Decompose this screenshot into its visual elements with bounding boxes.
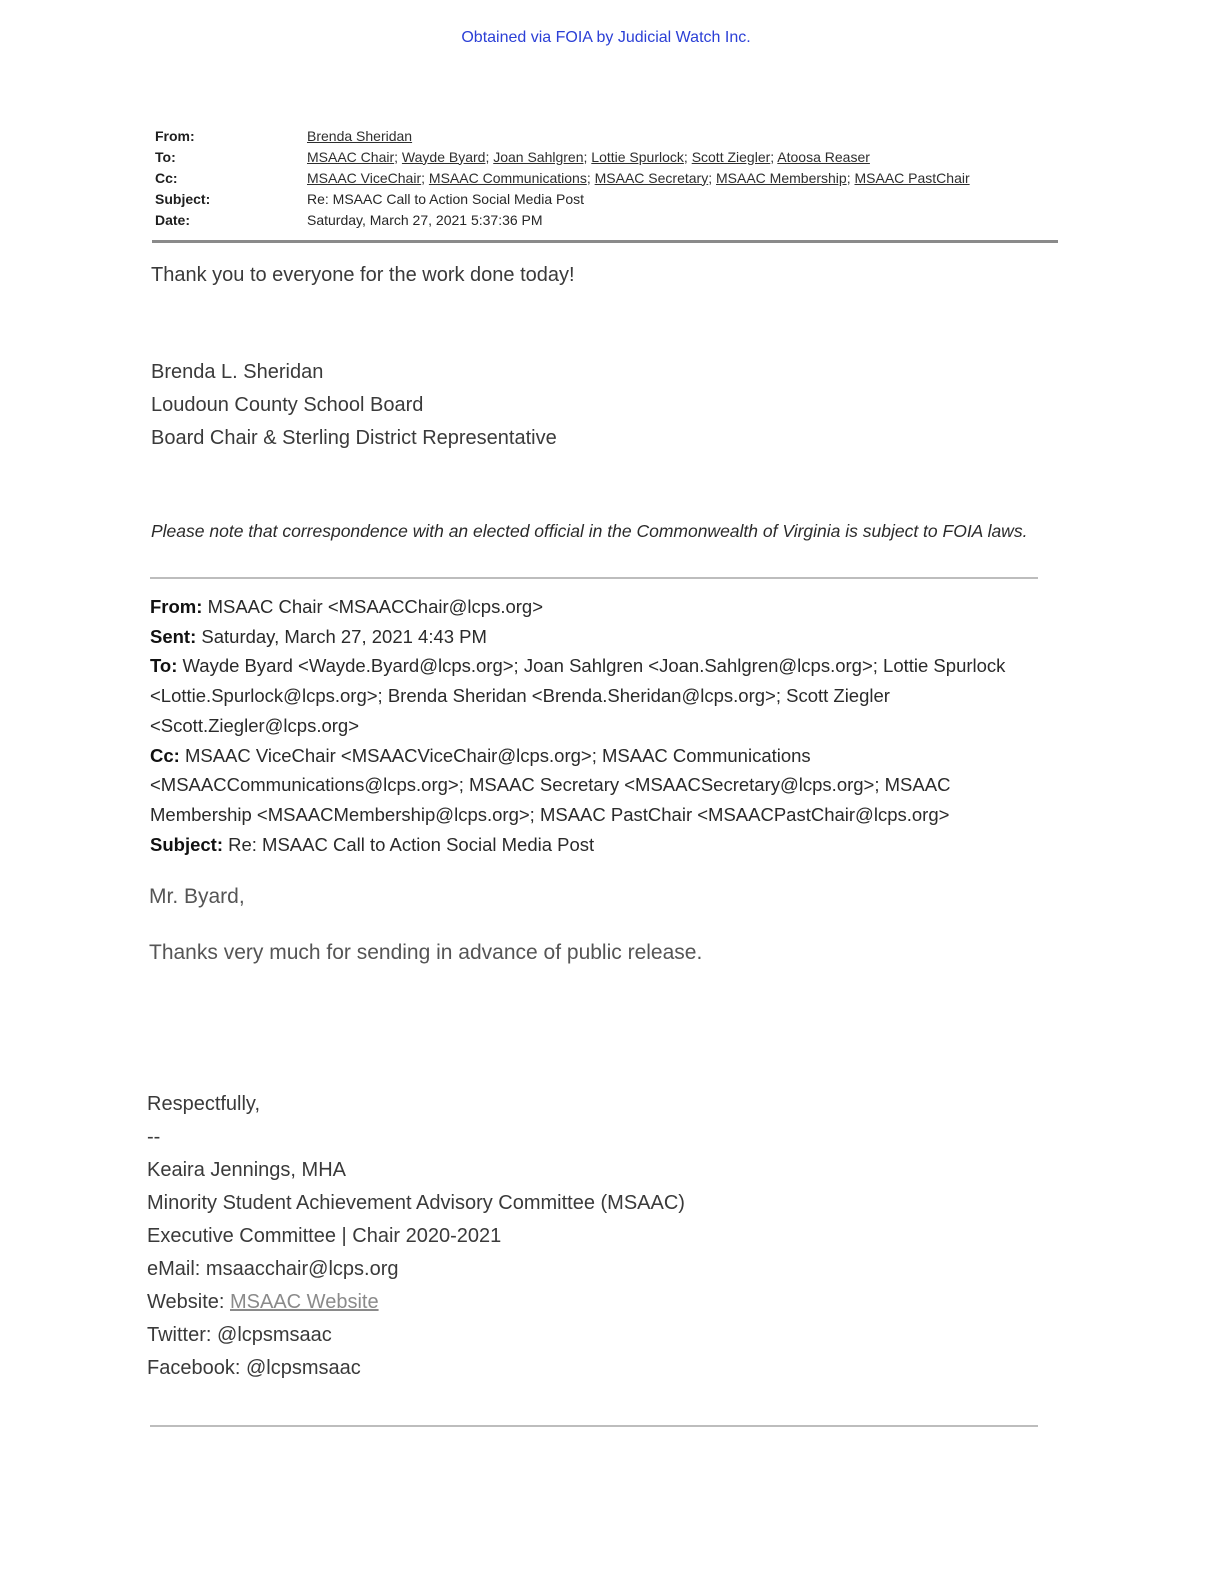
to-recipient-link[interactable]: Atoosa Reaser (777, 148, 870, 165)
fwd-to-line (150, 651, 1040, 740)
fwd-subject-value: Re: MSAAC Call to Action Social Media Post (228, 833, 595, 855)
header-subject-row (155, 188, 1055, 209)
fwd-sig-website (147, 1286, 685, 1319)
to-value: MSAAC Chair; Wayde Byard; Joan Sahlgren; Lottie Spurlock; Scott Ziegler; Atoosa Reaser (307, 148, 870, 165)
website-link[interactable]: MSAAC Website (230, 1291, 379, 1313)
cc-recipient-link[interactable]: MSAAC Membership (716, 169, 847, 186)
header-cc-row (155, 167, 1055, 188)
fwd-sig-email: eMail: msaacchair@lcps.org (147, 1258, 399, 1280)
header-divider (152, 240, 1058, 243)
fwd-subject-label: Subject: (150, 833, 223, 855)
forwarded-header (150, 592, 1040, 859)
reply-body: Thank you to everyone for the work done today! (151, 264, 575, 286)
to-recipient-link[interactable]: MSAAC Chair (307, 148, 395, 165)
cc-value: MSAAC ViceChair; MSAAC Communications; MSAAC Secretary; MSAAC Membership; MSAAC PastChair (307, 169, 970, 186)
fwd-to-value: Wayde Byard <Wayde.Byard@lcps.org>; Joan Sahlgren <Joan.Sahlgren@lcps.org>; Lottie Spurlock <Lottie.Spurlock@lcps.org>; Brenda Sheridan <Brenda.Sheridan@lcps.org>; Scott Ziegler <Scott.Ziegler@lcps.org> (150, 655, 1006, 736)
cc-recipient-link[interactable]: MSAAC Communications (428, 169, 587, 186)
email-header (155, 125, 1055, 230)
subject-value: Re: MSAAC Call to Action Social Media Post (307, 190, 585, 207)
fwd-body: Thanks very much for sending in advance of public release. (149, 941, 703, 964)
fwd-sent-line (150, 622, 1040, 652)
fwd-dashes: -- (147, 1126, 161, 1148)
signature-title: Board Chair & Sterling District Representative (151, 427, 557, 449)
fwd-subject-line (150, 830, 1040, 860)
from-sender-link[interactable]: Brenda Sheridan (307, 127, 413, 144)
signature-name: Brenda L. Sheridan (151, 361, 324, 383)
header-from-row (155, 125, 1055, 146)
foia-note: Please note that correspondence with an elected official in the Commonwealth of Virginia is subject to FOIA laws. (151, 521, 1028, 541)
footer-divider (150, 1425, 1038, 1427)
fwd-greeting: Mr. Byard, (149, 885, 245, 908)
signature-org: Loudoun County School Board (151, 394, 424, 416)
foia-watermark: Obtained via FOIA by Judicial Watch Inc. (461, 29, 751, 46)
fwd-from-line (150, 592, 1040, 622)
date-label: Date: (155, 211, 191, 228)
cc-recipient-link[interactable]: MSAAC ViceChair (307, 169, 422, 186)
to-label: To: (155, 148, 176, 165)
website-label: Website: (147, 1291, 230, 1313)
fwd-cc-line (150, 741, 1040, 830)
to-recipient-link[interactable]: Joan Sahlgren (493, 148, 584, 165)
fwd-sent-label: Sent: (150, 625, 197, 647)
reply-signature (151, 356, 557, 455)
fwd-sig-name: Keaira Jennings, MHA (147, 1159, 346, 1181)
fwd-sig-org: Minority Student Achievement Advisory Committee (MSAAC) (147, 1192, 685, 1214)
cc-recipient-link[interactable]: MSAAC Secretary (594, 169, 709, 186)
fwd-from-label: From: (150, 596, 203, 617)
cc-recipient-link[interactable]: MSAAC PastChair (854, 169, 970, 186)
header-to-row (155, 146, 1055, 167)
fwd-cc-label: Cc: (150, 744, 180, 766)
from-label: From: (155, 127, 195, 144)
fwd-sig-role: Executive Committee | Chair 2020-2021 (147, 1225, 502, 1247)
to-recipient-link[interactable]: Scott Ziegler (691, 148, 771, 165)
cc-label: Cc: (155, 169, 178, 186)
fwd-sig-twitter: Twitter: @lcpsmsaac (147, 1324, 332, 1346)
fwd-signature (147, 1088, 685, 1385)
from-value (307, 128, 412, 144)
forward-divider (150, 577, 1038, 579)
fwd-cc-value: MSAAC ViceChair <MSAACViceChair@lcps.org>; MSAAC Communications <MSAACCommunications@lcps.org>; MSAAC Secretary <MSAACSecretary@lcps.org>; MSAAC Membership <MSAACMembership@lcps.org>; MSAAC PastChair <MSAACPastChair@lcps.org> (150, 744, 951, 825)
header-date-row (155, 209, 1055, 230)
fwd-to-label: To: (150, 655, 178, 677)
fwd-sent-value: Saturday, March 27, 2021 4:43 PM (201, 625, 487, 647)
to-recipient-link[interactable]: Lottie Spurlock (591, 148, 684, 165)
subject-label: Subject: (155, 190, 211, 207)
fwd-sig-facebook: Facebook: @lcpsmsaac (147, 1357, 361, 1379)
to-recipient-link[interactable]: Wayde Byard (401, 148, 486, 165)
fwd-closing: Respectfully, (147, 1093, 261, 1115)
fwd-from-value: MSAAC Chair <MSAACChair@lcps.org> (207, 596, 544, 617)
date-value: Saturday, March 27, 2021 5:37:36 PM (307, 211, 543, 228)
